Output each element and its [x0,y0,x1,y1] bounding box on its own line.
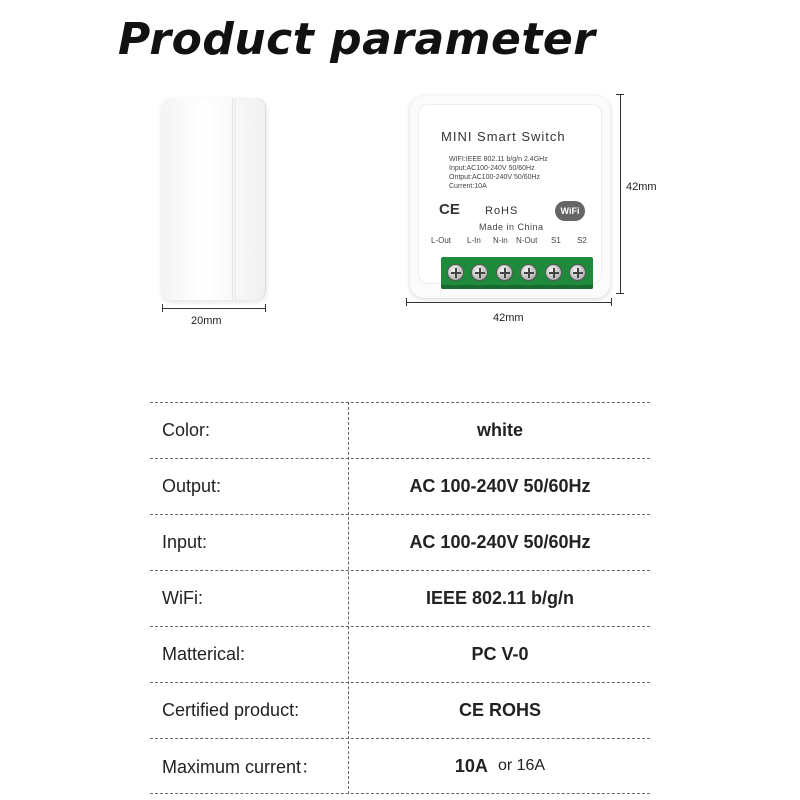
pin-label: N-Out [516,236,538,245]
device-spec-lines [449,155,548,191]
spec-label: Maximum current： [162,757,320,777]
front-height-tick-bottom [616,293,624,294]
spec-value-text: IEEE 802.11 b/g/n [425,588,575,608]
spec-value [350,515,650,570]
device-spec-line: Input:AC100-240V 50/60Hz [449,165,535,172]
screw-icon [471,264,488,281]
front-height-dimension-line [620,94,621,294]
device-spec-line: WIFI:IEEE 802.11 b/g/n 2.4GHz [449,156,548,163]
spec-value-text: CE ROHS [458,700,541,720]
front-view-image [410,96,610,298]
spec-row-input [150,514,650,570]
spec-row-certified [150,682,650,738]
pin-label: S2 [577,236,587,245]
pin-label: L-In [467,236,481,245]
rohs-label: RoHS [485,205,519,217]
side-width-dimension-line [162,308,266,309]
side-seam [232,98,236,300]
spec-label: Certified product: [162,700,300,720]
front-width-dimension-line [406,302,612,303]
spec-row-max-current [150,738,650,794]
spec-row-color [150,402,650,458]
side-width-tick-right [265,304,266,312]
spec-value [350,403,650,458]
spec-value [350,627,650,682]
screw-icon [496,264,513,281]
spec-row-output [150,458,650,514]
spec-value-extra: or 16A [497,757,546,774]
pin-label: N-in [493,236,508,245]
spec-table [150,402,650,794]
screw-icon [569,264,586,281]
spec-row-wifi [150,570,650,626]
screw-icon [447,264,464,281]
side-width-tick-left [162,304,163,312]
page-title: Product parameter [118,14,596,65]
spec-label: Output: [162,476,222,496]
spec-label: Input: [162,532,208,552]
spec-label: Matterical: [162,644,246,664]
device-face [418,104,602,284]
made-in-label: Made in China [479,222,544,232]
screw-icon [520,264,537,281]
spec-value-text: 10A [454,755,488,776]
ce-mark-icon: CE [439,201,460,218]
screw-icon [545,264,562,281]
front-width-tick-left [406,298,407,306]
device-spec-line: Current:10A [449,183,487,190]
spec-label: WiFi: [162,588,203,608]
spec-value [350,683,650,738]
spec-label: Color: [162,420,211,440]
device-name: MINI Smart Switch [441,129,566,144]
front-width-label: 42mm [493,312,524,324]
spec-value [350,571,650,626]
side-view-image [162,98,266,300]
pin-label: L-Out [431,236,452,245]
table-column-divider [348,402,349,794]
terminal-block [441,257,593,289]
device-spec-line: Ontput:AC100-240V 50/60Hz [449,174,541,181]
front-width-tick-right [611,298,612,306]
pin-label: S1 [551,236,561,245]
spec-row-material [150,626,650,682]
spec-value-text: PC V-0 [471,644,529,664]
spec-value-text: white [476,420,523,440]
front-height-label: 42mm [626,181,657,193]
wifi-icon: WiFi [555,201,585,221]
spec-value-text: AC 100-240V 50/60Hz [409,476,591,496]
spec-value [350,459,650,514]
spec-value [350,739,650,793]
spec-value-text: AC 100-240V 50/60Hz [409,532,591,552]
side-width-label: 20mm [191,315,222,327]
front-height-tick-top [616,94,624,95]
